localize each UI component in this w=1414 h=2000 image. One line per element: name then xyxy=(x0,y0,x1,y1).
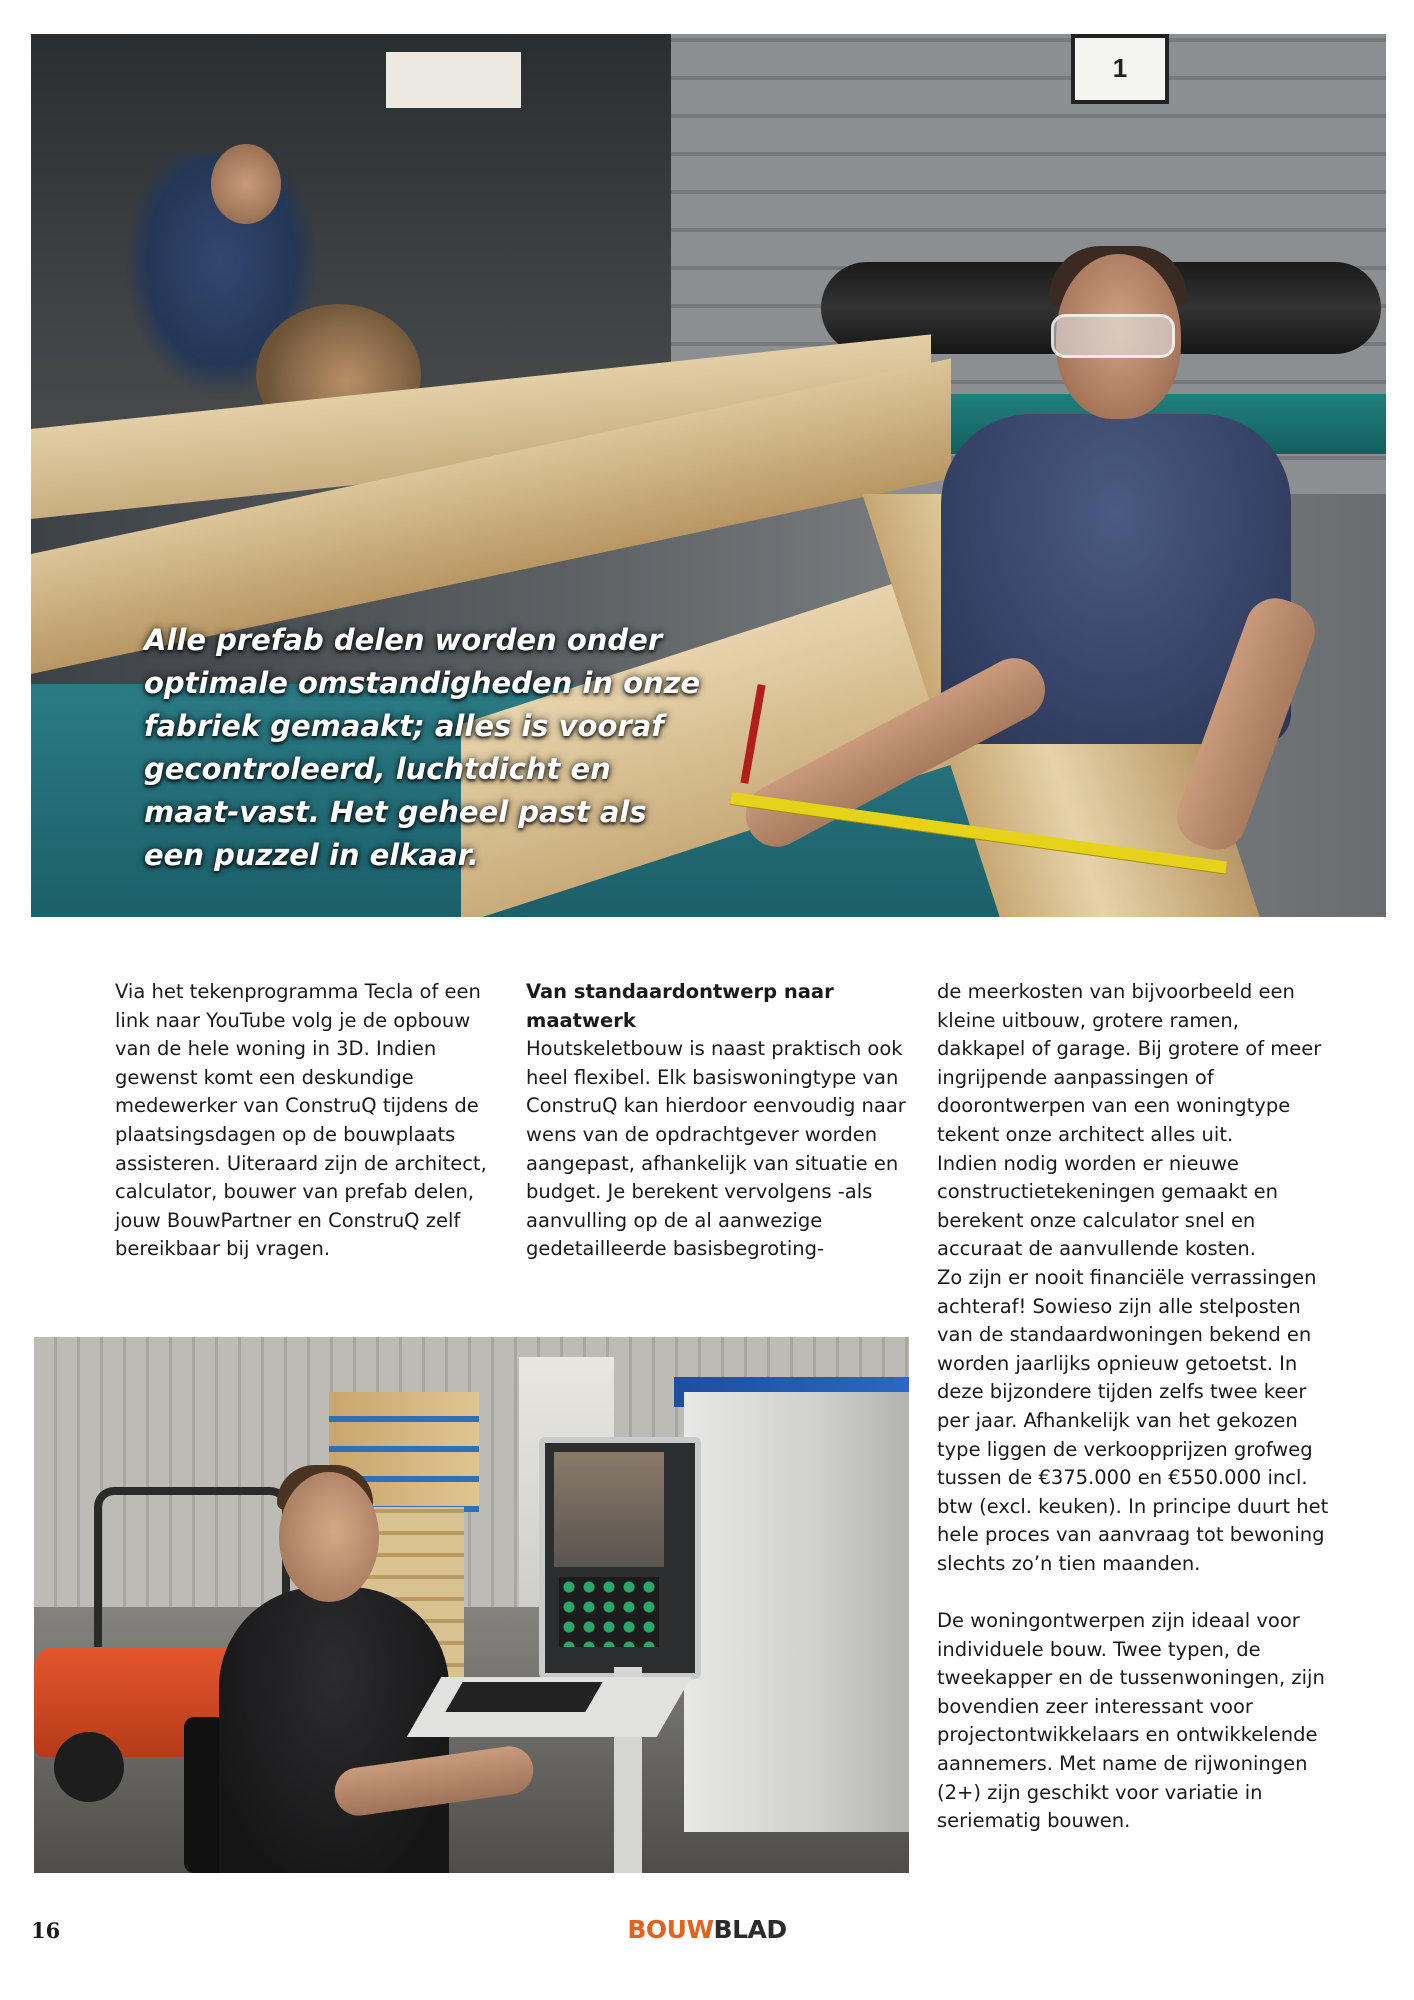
body-paragraph: Zo zijn er nooit financiële verrassingen achteraf! Sowieso zijn alle stelposten van de standaardwoningen bekend en worden jaarlijks opnieuw getoetst. In deze bijzondere tijden zelfs twee keer per jaar. Afhankelijk van het gekozen type liggen de verkoopprijzen grofweg tussen de €375.000 en €550.000 incl. btw (excl. keuken). In principe duurt het hele proces van aanvraag tot bewoning slechts zo’n tien maanden. xyxy=(937,1265,1329,1575)
keyboard xyxy=(445,1682,602,1712)
forklift-wheel xyxy=(54,1732,124,1802)
top-photo-factory-workers xyxy=(31,34,1386,917)
operator-head xyxy=(279,1472,379,1602)
text-column-3 xyxy=(937,978,1329,1836)
section-heading: Van standaardontwerp naar maatwerk xyxy=(526,980,834,1032)
paragraph-spacer xyxy=(937,1578,1329,1607)
body-paragraph: Via het tekenprogramma Tecla of een link naar YouTube volg je de opbouw van de hele woning in 3D. Indien gewenst komt een deskundige medewerker van ConstruQ tijdens de plaatsingsdagen op de bouwplaats assisteren. Uiteraard zijn de architect, calculator, bouwer van prefab delen, jouw BouwPartner en ConstruQ zelf bereikbaar bij vragen. xyxy=(115,980,487,1261)
wall-sign xyxy=(386,52,521,108)
background-worker-head xyxy=(211,144,281,224)
bottom-photo-cnc-operator xyxy=(34,1337,909,1873)
cnc-machine xyxy=(684,1392,909,1832)
body-paragraph: De woningontwerpen zijn ideaal voor individuele bouw. Twee typen, de tweekapper en de tussenwoningen, zijn bovendien zeer interessant voor projectontwikkelaars en ontwikkelende aannemers. Met name de rijwoningen (2+) zijn geschikt voor variatie in seriematig bouwen. xyxy=(937,1609,1325,1833)
body-paragraph: de meerkosten van bijvoorbeeld een kleine uitbouw, grotere ramen, dakkapel of garage. Bij grotere of meer ingrijpende aanpassingen of doorontwerpen van een woningtype tekent onze architect alles uit. xyxy=(937,980,1322,1146)
monitor-screen xyxy=(554,1452,664,1567)
brand-logo xyxy=(0,1915,1414,1944)
body-paragraph: Houtskeletbouw is naast praktisch ook heel flexibel. Elk basiswoningtype van ConstruQ kan hierdoor eenvoudig naar wens van de opdrachtgever worden aangepast, afhankelijk van situatie en budget. Je berekent vervolgens -als aanvulling op de al aanwezige gedetailleerde basisbegroting- xyxy=(526,1037,906,1261)
safety-goggles xyxy=(1051,314,1175,358)
brand-logo-part-1: BOUW xyxy=(627,1915,714,1944)
text-column-1 xyxy=(115,978,491,1264)
page-number: 16 xyxy=(31,1918,61,1943)
brand-logo-part-2: BLAD xyxy=(713,1915,787,1944)
control-buttons xyxy=(559,1577,659,1647)
wall-sign-number: 1 xyxy=(1071,34,1169,104)
text-column-2 xyxy=(526,978,911,1264)
photo-caption: Alle prefab delen worden onder optimale omstandigheden in onze fabriek gemaakt; alles is vooraf gecontroleerd, luchtdicht en maat-vast. Het geheel past als een puzzel in elkaar. xyxy=(144,623,701,872)
body-paragraph: Indien nodig worden er nieuwe constructietekeningen gemaakt en berekent onze calculator snel en accuraat de aanvullende kosten. xyxy=(937,1151,1279,1261)
